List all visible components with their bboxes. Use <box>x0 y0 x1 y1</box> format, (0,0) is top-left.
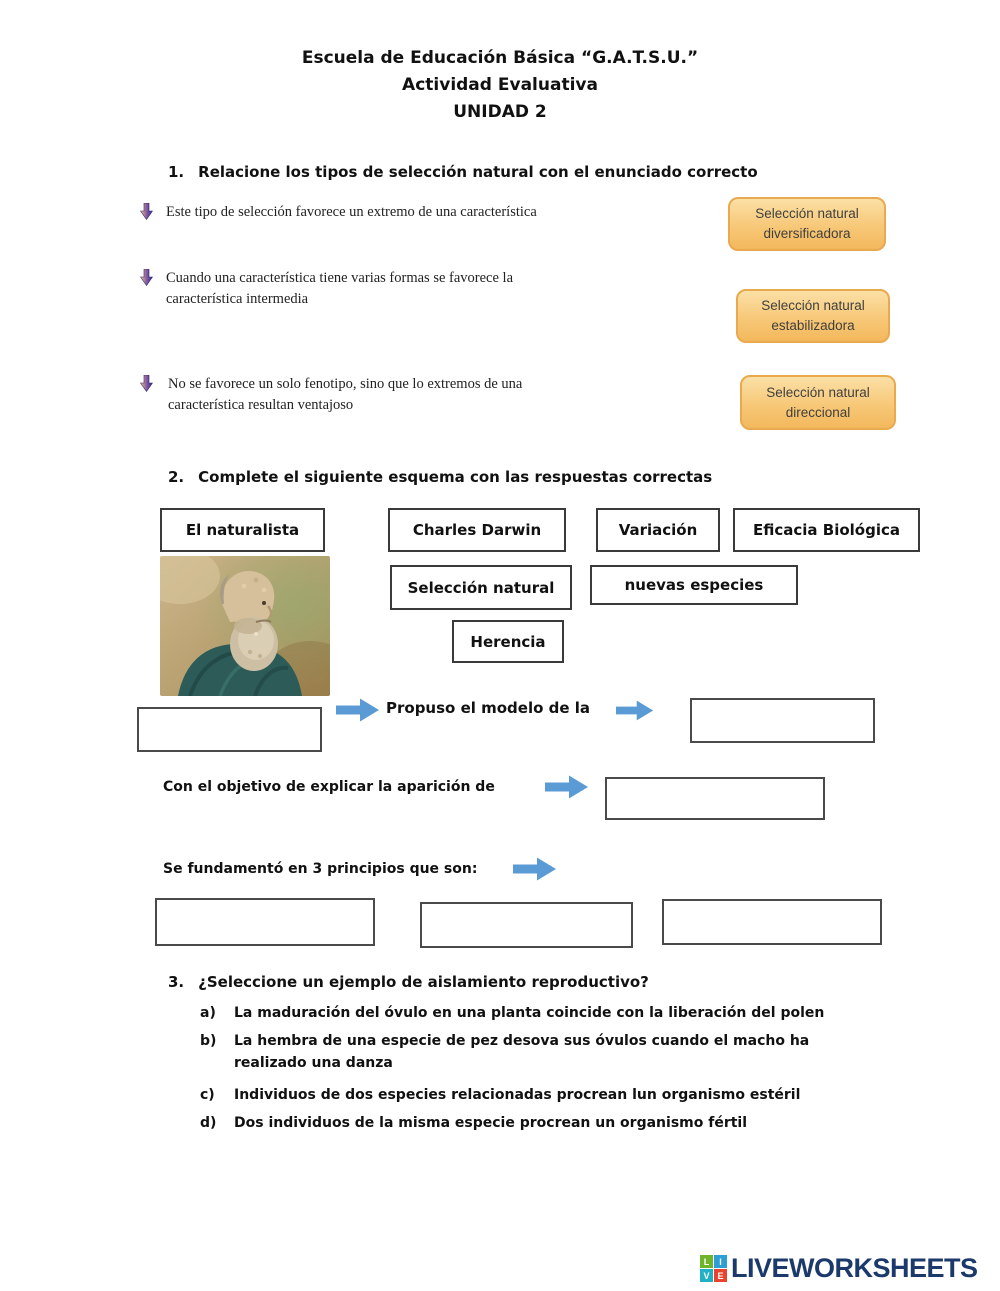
question-1-number: 1. <box>168 163 185 181</box>
q1-statement: No se favorece un solo fenotipo, sino que lo extremos de una característica resultan ventajoso <box>168 376 523 414</box>
activity-title: Actividad Evaluativa <box>402 75 598 95</box>
flow-text-propuso: Propuso el modelo de la <box>386 699 591 717</box>
bullet-arrow-icon <box>140 203 153 220</box>
wordbank-eficacia-biologica[interactable]: Eficacia Biológica <box>733 508 920 552</box>
match-card-direccional[interactable] <box>740 375 896 430</box>
darwin-portrait-image <box>160 556 330 696</box>
match-card-line1: Selección natural <box>755 206 859 222</box>
match-card-diversificadora[interactable] <box>728 197 886 251</box>
q3-option-a[interactable] <box>200 1002 880 1024</box>
answer-box-principio-1[interactable] <box>155 898 375 946</box>
liveworksheets-logo <box>700 1253 978 1284</box>
q3-option-c[interactable] <box>200 1084 880 1106</box>
logo-tile-l: L <box>700 1255 713 1268</box>
q1-statement: Este tipo de selección favorece un extremo de una característica <box>166 204 537 220</box>
question-3-number: 3. <box>168 973 185 991</box>
question-1-title <box>168 163 848 181</box>
answer-box-aparicion[interactable] <box>605 777 825 820</box>
match-card-line1: Selección natural <box>766 384 870 400</box>
option-text: Dos individuos de la misma especie procrean un organismo fértil <box>234 1115 748 1131</box>
logo-tile-i: I <box>714 1255 727 1268</box>
option-text: Individuos de dos especies relacionadas procrean lun organismo estéril <box>234 1087 801 1103</box>
option-letter: b) <box>200 1033 217 1049</box>
bullet-arrow-icon <box>140 269 153 286</box>
right-arrow-icon <box>616 700 654 721</box>
question-2-title <box>168 468 868 486</box>
school-title: Escuela de Educación Básica “G.A.T.S.U.” <box>301 48 699 68</box>
right-arrow-icon <box>513 857 557 881</box>
question-2-number: 2. <box>168 468 185 486</box>
match-card-line2: diversificadora <box>763 226 851 241</box>
option-letter: c) <box>200 1087 215 1103</box>
answer-box-naturalista[interactable] <box>137 707 322 752</box>
question-3-text: ¿Seleccione un ejemplo de aislamiento reproductivo? <box>198 973 649 991</box>
option-letter: a) <box>200 1005 216 1021</box>
q1-statement: Cuando una característica tiene varias formas se favorece la característica intermedia <box>166 270 514 308</box>
right-arrow-icon <box>545 775 589 799</box>
wordbank-charles-darwin[interactable]: Charles Darwin <box>388 508 566 552</box>
liveworksheets-tiles-icon <box>700 1255 727 1282</box>
wordbank-el-naturalista[interactable]: El naturalista <box>160 508 325 552</box>
unit-title: UNIDAD 2 <box>453 102 547 122</box>
answer-box-modelo[interactable] <box>690 698 875 743</box>
match-card-line2: estabilizadora <box>771 318 855 333</box>
wordbank-nuevas-especies[interactable]: nuevas especies <box>590 565 798 605</box>
q3-option-d[interactable] <box>200 1112 880 1134</box>
question-3-title <box>168 973 888 991</box>
bullet-arrow-icon <box>140 375 153 392</box>
match-card-line2: direccional <box>785 404 851 420</box>
option-text: La maduración del óvulo en una planta coincide con la liberación del polen <box>234 1005 825 1021</box>
option-letter: d) <box>200 1115 217 1131</box>
wordbank-herencia[interactable]: Herencia <box>452 620 564 663</box>
logo-tile-v: V <box>700 1269 713 1282</box>
question-2-text: Complete el siguiente esquema con las respuestas correctas <box>198 468 713 486</box>
match-card-estabilizadora[interactable] <box>736 289 890 343</box>
answer-box-principio-2[interactable] <box>420 902 633 948</box>
match-card-line1: Selección natural <box>761 298 865 314</box>
option-text: La hembra de una especie de pez desova sus óvulos cuando el macho ha realizado una danza <box>234 1033 810 1072</box>
wordbank-variacion[interactable]: Variación <box>596 508 720 552</box>
logo-tile-e: E <box>714 1269 727 1282</box>
q3-option-b[interactable] <box>200 1030 856 1075</box>
flow-text-objetivo: Con el objetivo de explicar la aparición de <box>163 779 495 795</box>
right-arrow-icon <box>336 698 380 722</box>
liveworksheets-brand-text: LIVEWORKSHEETS <box>731 1253 978 1283</box>
answer-box-principio-3[interactable] <box>662 899 882 945</box>
question-1-text: Relacione los tipos de selección natural con el enunciado correcto <box>198 163 758 181</box>
wordbank-seleccion-natural[interactable]: Selección natural <box>390 565 572 610</box>
flow-text-fundamento: Se fundamentó en 3 principios que son: <box>163 861 478 877</box>
